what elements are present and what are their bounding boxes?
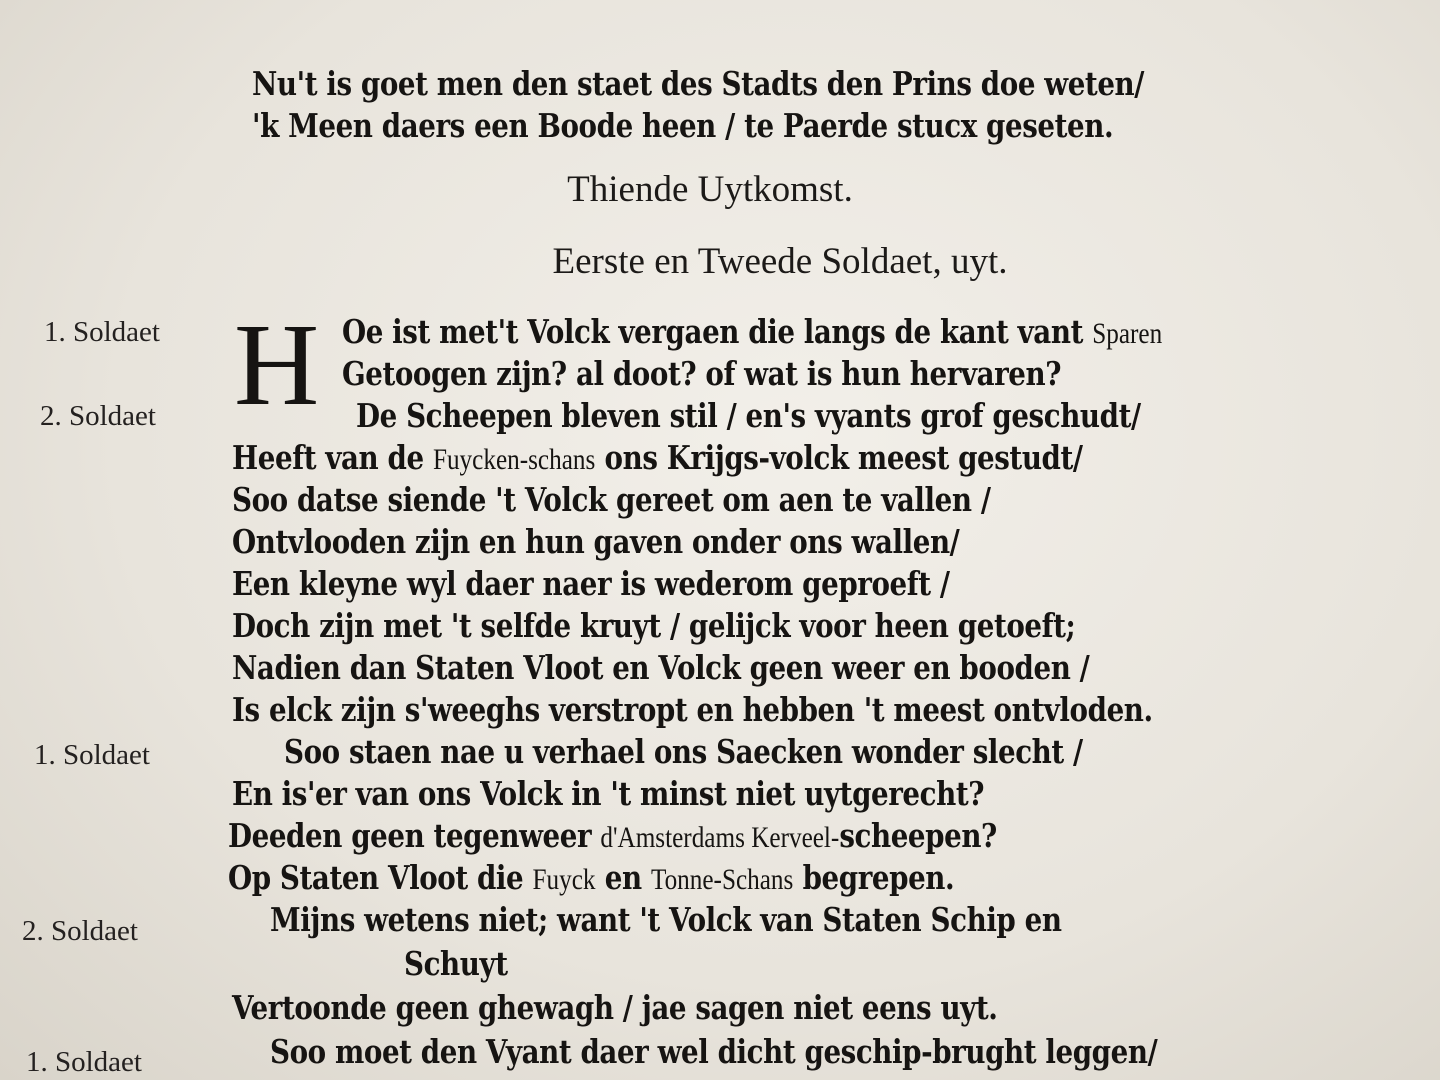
verse-line-13 (228, 816, 997, 855)
verse-text: Op Staten Vloot die (228, 858, 524, 897)
verse-top-line-2: 'k Meen daers een Boode heen / te Paerde stucx geseten. (252, 106, 1114, 145)
speaker-label: 1. Soldaet (26, 1046, 142, 1078)
verse-line-9: Nadien dan Staten Vloot en Volck geen weer en booden / (232, 648, 1090, 687)
verse-line-15: Mijns wetens niet; want 't Volck van Staten Schip en (270, 900, 1062, 939)
verse-line-3: De Scheepen bleven stil / en's vyants grof geschudt/ (356, 396, 1141, 435)
verse-text: en (604, 858, 642, 897)
verse-text: Oe ist met't Volck vergaen die langs de kant vant (342, 312, 1083, 351)
verse-line-17: Vertoonde geen ghewagh / jae sagen niet eens uyt. (232, 988, 998, 1027)
verse-line-10: Is elck zijn s'weeghs verstropt en hebben 't meest ontvloden. (232, 690, 1153, 729)
stage-direction: Eerste en Tweede Soldaet, uyt. (552, 241, 1008, 282)
verse-text: Heeft van de (232, 438, 424, 477)
speaker-label: 1. Soldaet (44, 316, 160, 348)
verse-roman-word: Fuycken-schans (432, 443, 596, 476)
verse-line-14 (228, 858, 954, 897)
verse-line-11: Soo staen nae u verhael ons Saecken wonder slecht / (284, 732, 1083, 771)
verse-roman-word: Sparen (1092, 317, 1163, 350)
verse-line-7: Een kleyne wyl daer naer is wederom geproeft / (232, 564, 950, 603)
verse-roman-word: Fuyck (532, 863, 596, 896)
verse-text: scheepen? (839, 816, 997, 855)
verse-line-12: En is'er van ons Volck in 't minst niet uytgerecht? (232, 774, 985, 813)
verse-line-5: Soo datse siende 't Volck gereet om aen te vallen / (232, 480, 991, 519)
verse-roman-word: d'Amsterdams Kerveel- (600, 821, 840, 854)
verse-line-18: Soo moet den Vyant daer wel dicht geschip-brught leggen/ (270, 1032, 1158, 1071)
verse-line-4 (232, 438, 1083, 477)
verse-line-6: Ontvlooden zijn en hun gaven onder ons wallen/ (232, 522, 960, 561)
speaker-label: 2. Soldaet (22, 915, 138, 947)
verse-top-line-1: Nu't is goet men den staet des Stadts den Prins doe weten/ (252, 64, 1144, 103)
speaker-label: 1. Soldaet (34, 739, 150, 771)
section-heading: Thiende Uytkomst. (567, 169, 853, 210)
speaker-label: 2. Soldaet (40, 400, 156, 432)
drop-cap: H (234, 299, 320, 430)
verse-line-1 (342, 312, 1162, 351)
verse-text: Deeden geen tegenweer (228, 816, 592, 855)
verse-line-16: Schuyt (404, 944, 508, 983)
verse-line-8: Doch zijn met 't selfde kruyt / gelijck voor heen getoeft; (232, 606, 1076, 645)
verse-line-2: Getoogen zijn? al doot? of wat is hun hervaren? (342, 354, 1062, 393)
verse-text: ons Krijgs-volck meest gestudt/ (604, 438, 1083, 477)
verse-text: begrepen. (802, 858, 955, 897)
verse-roman-word: Tonne-Schans (650, 863, 794, 896)
